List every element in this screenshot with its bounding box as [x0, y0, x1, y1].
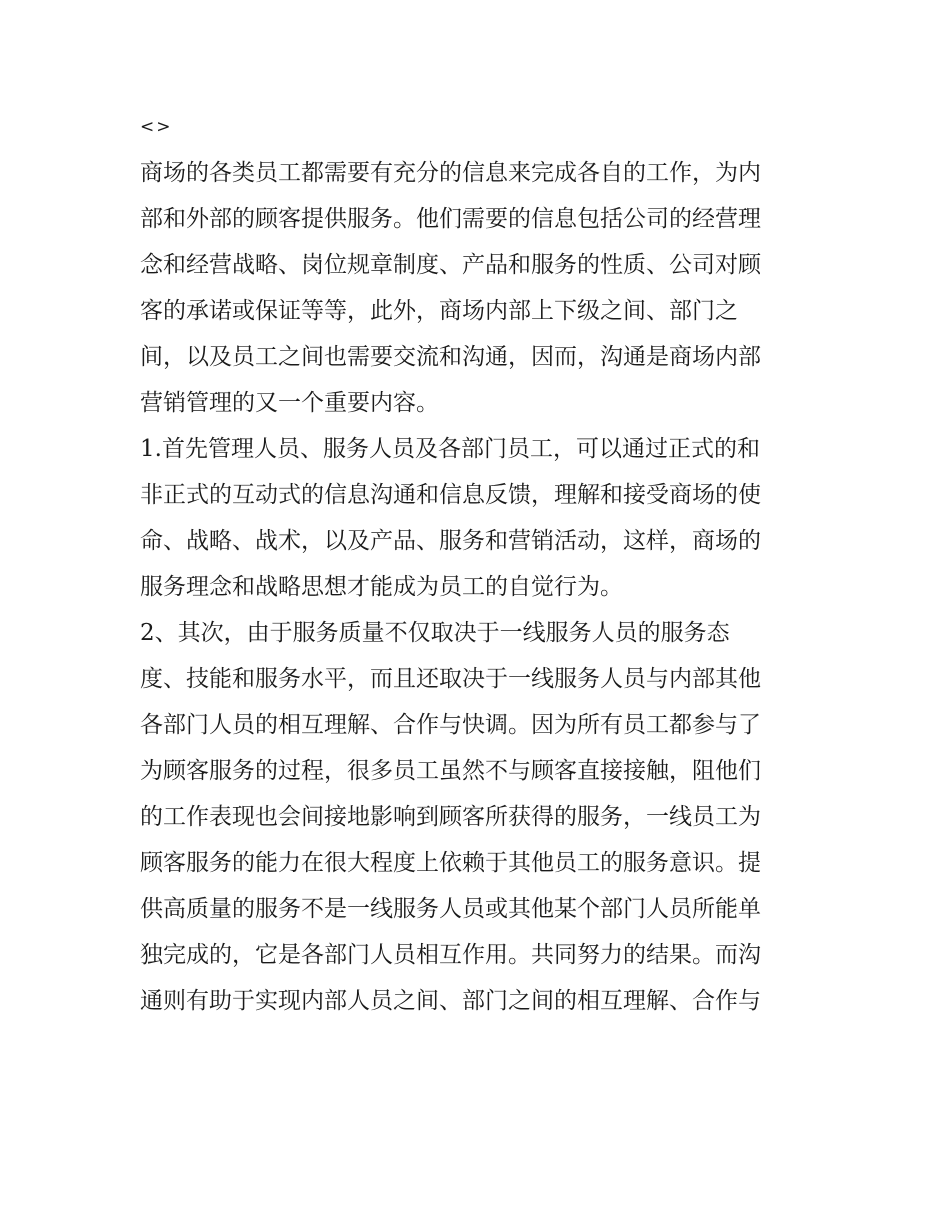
paragraph-line: 2、其次，由于服务质量不仅取决于一线服务人员的服务态 [140, 620, 730, 646]
paragraph-line: 的工作表现也会间接地影响到顾客所获得的服务，一线员工为 [140, 804, 761, 830]
paragraph-line: 客的承诺或保证等等，此外，商场内部上下级之间、部门之 [140, 298, 738, 324]
paragraph-line: 独完成的，它是各部门人员相互作用。共同努力的结果。而沟 [140, 942, 761, 968]
paragraph-line: 顾客服务的能力在很大程度上依赖于其他员工的服务意识。提 [140, 850, 761, 876]
paragraph-line: 供高质量的服务不是一线服务人员或其他某个部门人员所能单 [140, 896, 761, 922]
header-marker: <> [140, 117, 173, 137]
paragraph-line: 为顾客服务的过程，很多员工虽然不与顾客直接接触，阻他们 [140, 758, 761, 784]
paragraph-line: 度、技能和服务水平，而且还取决于一线服务人员与内部其他 [140, 666, 761, 692]
document-body [140, 104, 820, 1024]
paragraph-line: 通则有助于实现内部人员之间、部门之间的相互理解、合作与 [140, 988, 761, 1014]
paragraph-line: 各部门人员的相互理解、合作与快调。因为所有员工都参与了 [140, 712, 761, 738]
paragraph-line: 非正式的互动式的信息沟通和信息反馈，理解和接受商场的使 [140, 482, 761, 508]
paragraph-line: 间，以及员工之间也需要交流和沟通，因而，沟通是商场内部 [140, 344, 761, 370]
paragraph-line: 命、战略、战术，以及产品、服务和营销活动，这样，商场的 [140, 528, 761, 554]
paragraph-line: 服务理念和战略思想才能成为员工的自觉行为。 [140, 574, 623, 600]
paragraph-line: 1.首先管理人员、服务人员及各部门员工，可以通过正式的和 [140, 436, 760, 462]
paragraph-line: 营销管理的又一个重要内容。 [140, 390, 439, 416]
paragraph-line: 商场的各类员工都需要有充分的信息来完成各自的工作，为内 [140, 160, 761, 186]
paragraph-line: 部和外部的顾客提供服务。他们需要的信息包括公司的经营理 [140, 206, 761, 232]
paragraph-line: 念和经营战略、岗位规章制度、产品和服务的性质、公司对顾 [140, 252, 761, 278]
